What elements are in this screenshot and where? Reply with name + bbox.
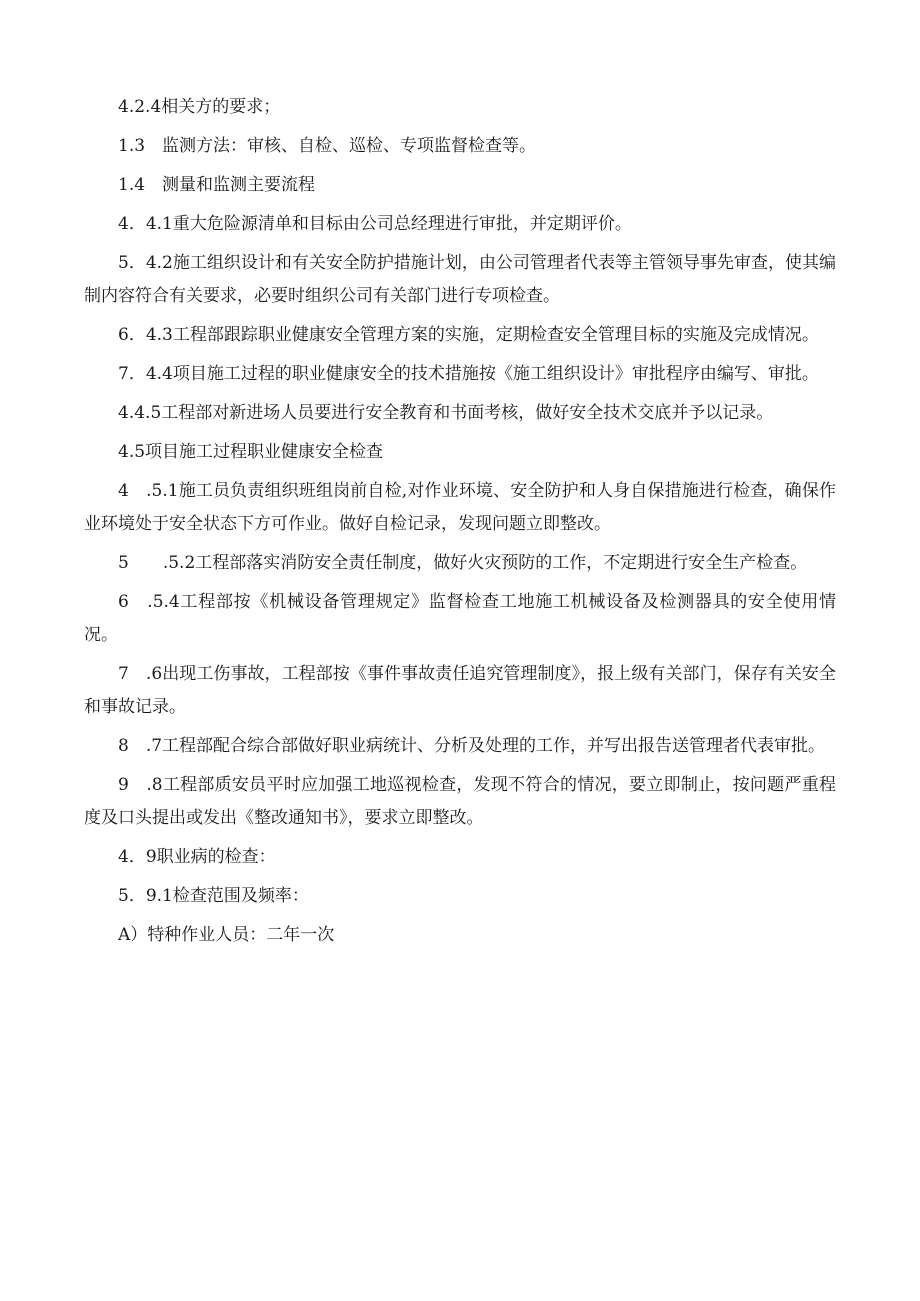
paragraph-4-5-4: 6 .5.4工程部按《机械设备管理规定》监督检查工地施工机械设备及检测器具的安全使用情况。: [84, 592, 836, 645]
paragraph-4-4-4: 7．4.4项目施工过程的职业健康安全的技术措施按《施工组织设计》审批程序由编写、审批。: [118, 364, 819, 384]
paragraph-4-5-1: 4 .5.1施工员负责组织班组岗前自检,对作业环境、安全防护和人身自保措施进行检查，确保作业环境处于安全状态下方可作业。做好自检记录，发现问题立即整改。: [84, 481, 836, 534]
paragraph-4-4-2: 5．4.2施工组织设计和有关安全防护措施计划，由公司管理者代表等主管领导事先审查，使其编制内容符合有关要求，必要时组织公司有关部门进行专项检查。: [84, 253, 836, 306]
paragraph-1-3: 1.3 监测方法：审核、自检、巡检、专项监督检查等。: [118, 136, 537, 156]
paragraph-4-4-3: 6．4.3工程部跟踪职业健康安全管理方案的实施，定期检查安全管理目标的实施及完成情况。: [118, 325, 819, 345]
paragraph-item-a: A）特种作业人员：二年一次: [118, 925, 335, 945]
document-body: [84, 91, 836, 958]
paragraph-1-4: 1.4 测量和监测主要流程: [118, 175, 316, 195]
paragraph-4-6: 7 .6出现工伤事故，工程部按《事件事故责任追究管理制度》，报上级有关部门，保存有关安全和事故记录。: [84, 664, 836, 717]
paragraph-4-5: 4.5项目施工过程职业健康安全检查: [118, 442, 384, 462]
paragraph-4-2-4: 4.2.4相关方的要求；: [118, 97, 281, 117]
paragraph-4-8: 9 .8工程部质安员平时应加强工地巡视检查，发现不符合的情况，要立即制止，按问题严重程度及口头提出或发出《整改通知书》，要求立即整改。: [84, 775, 836, 828]
paragraph-4-4-5: 4.4.5工程部对新进场人员要进行安全教育和书面考核，做好安全技术交底并予以记录。: [118, 403, 774, 423]
paragraph-4-5-2: 5 .5.2工程部落实消防安全责任制度，做好火灾预防的工作，不定期进行安全生产检查。: [118, 553, 808, 573]
paragraph-4-9-1: 5．9.1检查范围及频率：: [118, 886, 309, 906]
paragraph-4-7: 8 .7工程部配合综合部做好职业病统计、分析及处理的工作，并写出报告送管理者代表审批。: [118, 736, 826, 756]
paragraph-4-4-1: 4．4.1重大危险源清单和目标由公司总经理进行审批，并定期评价。: [118, 214, 632, 234]
paragraph-4-9: 4．9职业病的检查：: [118, 847, 276, 867]
